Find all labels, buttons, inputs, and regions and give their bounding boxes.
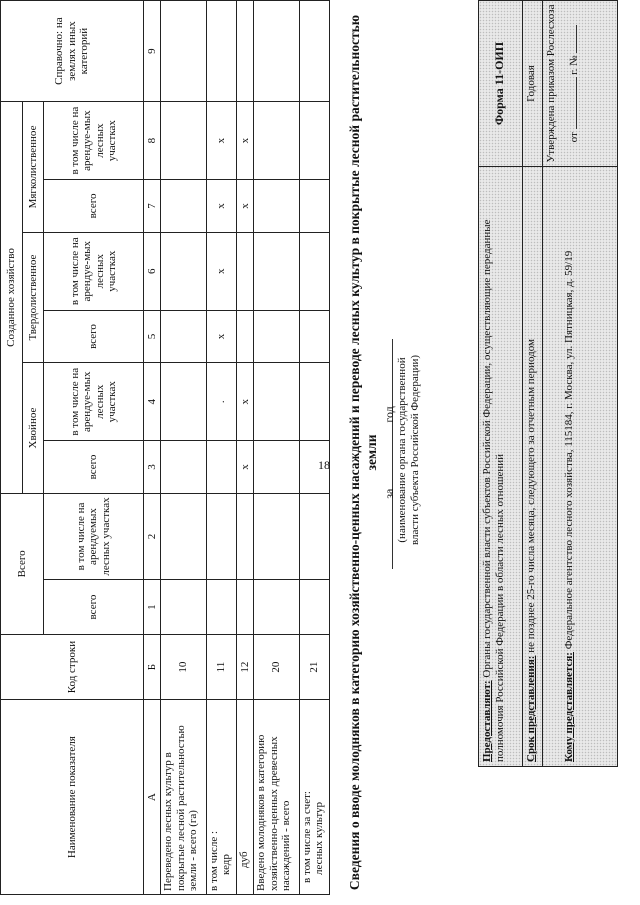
cell (161, 1, 207, 102)
cell: х (237, 363, 254, 441)
colnum: Б (144, 634, 161, 699)
approval-from: от (568, 132, 580, 143)
colnum: 4 (144, 363, 161, 441)
cell (206, 493, 236, 579)
recipient-text: Федеральное агентство лесного хозяйства, 115184, г. Москва, ул. Пятницкая, д. 59/19 (563, 250, 575, 650)
cell: х (237, 102, 254, 180)
cell (161, 102, 207, 180)
colnum: 2 (144, 493, 161, 579)
header-box (478, 0, 618, 767)
year-suffix: год (382, 406, 396, 423)
cell (161, 441, 207, 494)
recipient-label: Кому представляется: (563, 652, 575, 762)
form-period: Годовая (523, 1, 543, 166)
cell: х (237, 441, 254, 494)
year-prefix: за (382, 488, 396, 499)
header-softwood: Мягколиственное (22, 102, 44, 233)
header-conifer-all: всего (44, 441, 144, 494)
row-label (206, 700, 236, 895)
row-label-prefix: в том числе : (207, 830, 220, 891)
deadline-text: не позднее 25-го числа месяца, следующего за отчетным периодом (525, 339, 537, 653)
cell (254, 580, 300, 635)
recipient-row (543, 167, 617, 766)
header-right (479, 1, 617, 166)
cell (254, 493, 300, 579)
cell (254, 363, 300, 441)
row-label-prefix: в том числе за счет: (300, 791, 313, 883)
cell (299, 102, 329, 180)
cell (161, 580, 207, 635)
approval-text: Утверждена приказом Рослесхоза (545, 4, 557, 163)
cell (299, 1, 329, 102)
submitter-row (479, 167, 523, 766)
header-hardwood-lease: в том числе на арендуе-мых лесных участках (44, 232, 144, 310)
form-name: Форма 11-ОИП (479, 1, 523, 166)
cell (237, 493, 254, 579)
row-label (299, 700, 329, 895)
row-code: 20 (254, 634, 300, 699)
cell: х (206, 102, 236, 180)
cell (254, 232, 300, 310)
header-total: Всего (1, 493, 44, 634)
form-title: Сведения о вводе молодняков в категорию хозяйственно-ценных насаждений и переводе лесных культур в покрытые лесной растительностью земли (347, 14, 379, 891)
colnum: 5 (144, 310, 161, 363)
header-conifer-lease: в том числе на арендуе-мых лесных участках (44, 363, 144, 441)
header-hardwood: Твердолиственное (22, 232, 44, 363)
cell (161, 180, 207, 233)
colnum: А (144, 700, 161, 895)
year-line (382, 10, 397, 895)
colnum: 3 (144, 441, 161, 494)
column-numbers-row (144, 1, 161, 895)
approval-cell (543, 1, 617, 166)
cell (299, 232, 329, 310)
submitter-label: Предоставляют: (481, 680, 493, 762)
header-left (479, 166, 617, 766)
approval-number-sign: г. № (568, 55, 580, 75)
cell (237, 580, 254, 635)
row-code: 12 (237, 634, 254, 699)
authority-caption: (наименование органа государственной власти субъекта Российской Федерации) (396, 354, 421, 546)
deadline-label: Срок представления: (525, 655, 537, 762)
cell (299, 493, 329, 579)
cell (206, 580, 236, 635)
cell (206, 441, 236, 494)
cell (254, 102, 300, 180)
deadline-row (523, 167, 543, 766)
table-row (254, 1, 300, 895)
cell: х (206, 232, 236, 310)
cell (299, 180, 329, 233)
table-row (161, 1, 207, 895)
header-conifer: Хвойное (22, 363, 44, 494)
cell (254, 180, 300, 233)
cell (237, 310, 254, 363)
cell (237, 232, 254, 310)
header-created: Созданное хозяйство (1, 102, 23, 494)
cell: х (237, 180, 254, 233)
cell (254, 441, 300, 494)
table-row (299, 1, 329, 895)
cell: . (206, 363, 236, 441)
cell (161, 493, 207, 579)
header-total-all: всего (44, 580, 144, 635)
colnum: 8 (144, 102, 161, 180)
page-number: 18 (318, 458, 330, 472)
row-code: 10 (161, 634, 207, 699)
row-label: Введено молодняков в категорию хозяйственно-ценных древесных насаждений - всего (254, 700, 300, 895)
table-row (206, 1, 236, 895)
cell: х (206, 180, 236, 233)
cell (254, 1, 300, 102)
row-label: Переведено лесных культур в покрытые лесной растительностью земли - всего (га) (161, 700, 207, 895)
cell (299, 363, 329, 441)
cell (161, 232, 207, 310)
row-label: дуб (237, 700, 254, 895)
header-total-lease: в том числе на арендуемых лесных участках (44, 493, 144, 579)
cell: х (206, 310, 236, 363)
colnum: 1 (144, 580, 161, 635)
header-softwood-all: всего (44, 180, 144, 233)
header-softwood-lease: в том числе на арендуе-мых лесных участках (44, 102, 144, 180)
header-code: Код строки (1, 634, 144, 699)
row-label-sub: лесных культур (313, 801, 326, 875)
row-label-sub: кедр (220, 854, 233, 875)
table-row (237, 1, 254, 895)
colnum: 9 (144, 1, 161, 102)
cell (161, 363, 207, 441)
header-hardwood-all: всего (44, 310, 144, 363)
cell (237, 1, 254, 102)
cell (299, 310, 329, 363)
cell (299, 580, 329, 635)
colnum: 6 (144, 232, 161, 310)
cell (161, 310, 207, 363)
row-code: 21 (299, 634, 329, 699)
cell (206, 1, 236, 102)
cell (254, 310, 300, 363)
header-name: Наименование показателя (1, 700, 144, 895)
header-reference: Справочно: на землях иных категорий (1, 1, 144, 102)
row-code: 11 (206, 634, 236, 699)
approval-line (568, 4, 581, 163)
colnum: 7 (144, 180, 161, 233)
submitter-text: Органы государственной власти субъектов Российской Федерации, осуществляющие переданные полномочия Российской Федерации в области лесных отношений (481, 219, 506, 762)
